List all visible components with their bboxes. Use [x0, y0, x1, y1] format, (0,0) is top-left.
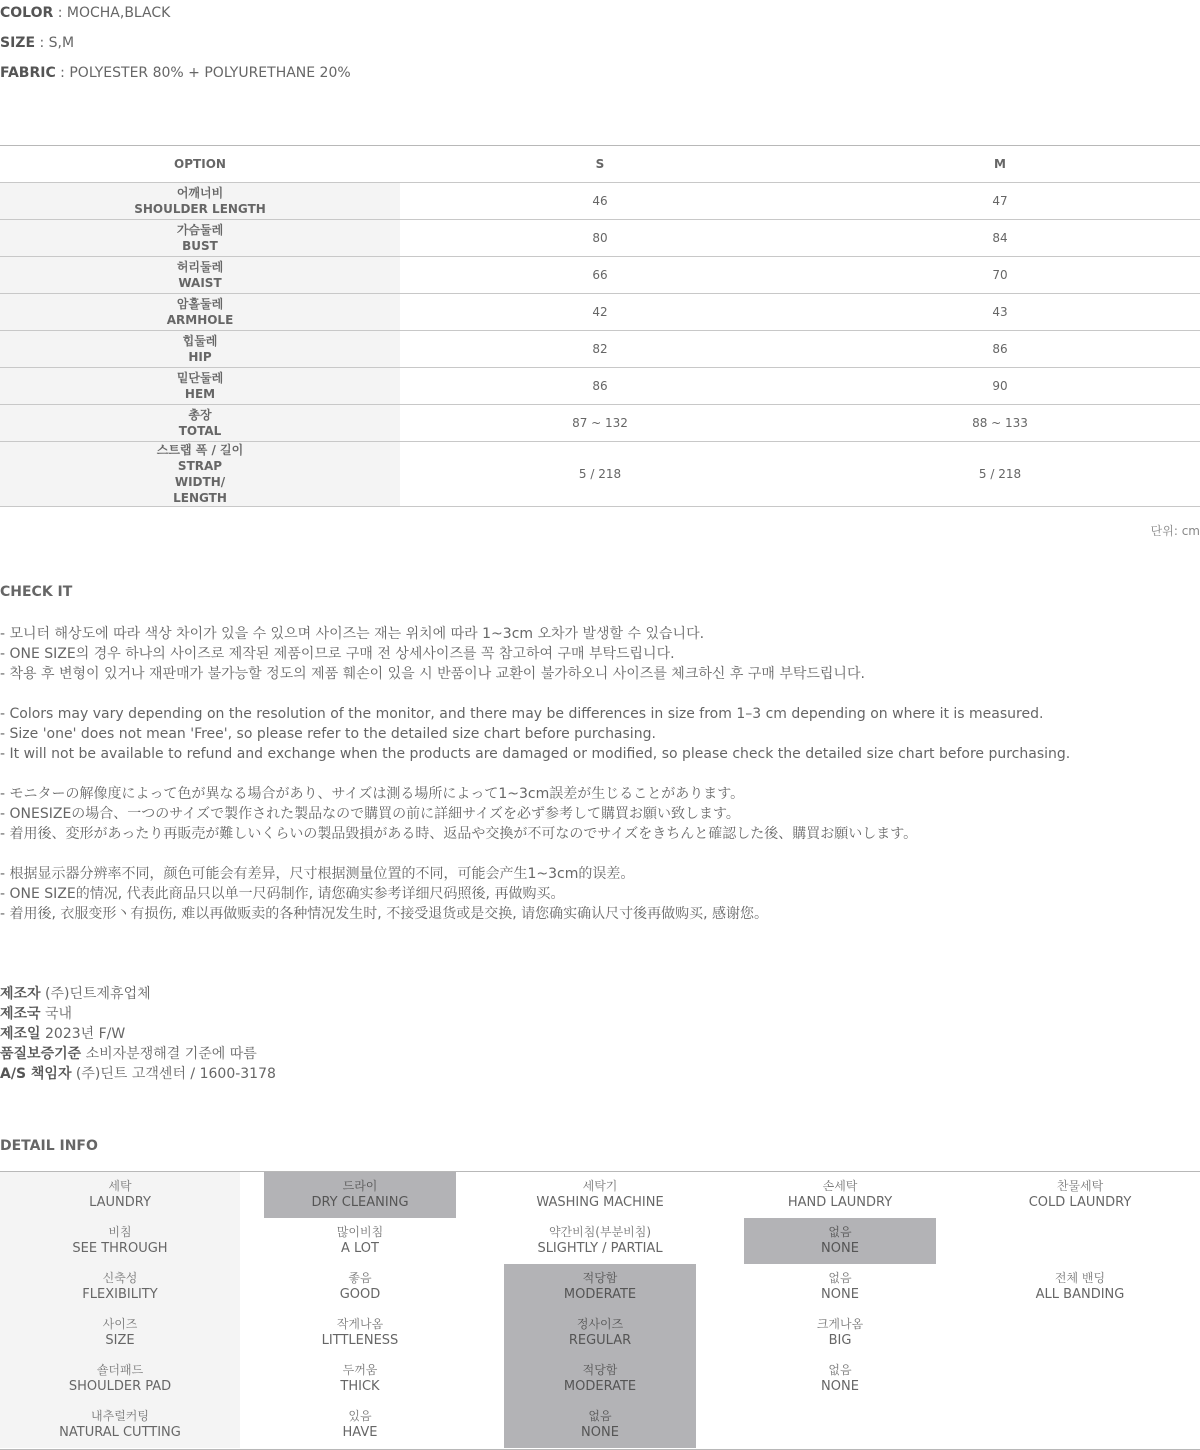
note-line: - 着用後, 衣服变形丶有损伤, 难以再做贩卖的各种情况发生时, 不接受退货或是交换, 请您确实确认尺寸後再做购买, 感谢您。 — [0, 906, 769, 922]
detail-option-en: COLD LAUNDRY — [1028, 1195, 1132, 1210]
row-label — [0, 183, 400, 220]
table-row — [0, 220, 1200, 257]
row-label-ko: 스트랩 폭 / 길이 — [156, 443, 244, 457]
detail-option-selected — [504, 1402, 696, 1448]
row-label-ko: 어깨너비 — [176, 186, 224, 200]
maker-line — [0, 1004, 276, 1024]
detail-option-ko: 크게나옴 — [816, 1317, 864, 1331]
check-it-title: CHECK IT — [0, 584, 73, 600]
table-row — [0, 405, 1200, 442]
detail-info-table — [0, 1171, 1200, 1450]
detail-row-label — [0, 1402, 240, 1448]
detail-option-en: NONE — [821, 1379, 859, 1394]
detail-option — [744, 1310, 936, 1356]
color-value: : MOCHA,BLACK — [53, 5, 171, 21]
row-label-en: LENGTH — [173, 491, 227, 505]
cell-s: 5 / 218 — [400, 442, 800, 507]
header-s: S — [400, 146, 800, 183]
detail-label-ko: 사이즈 — [102, 1317, 138, 1331]
detail-option-selected — [504, 1356, 696, 1402]
row-label-ko: 힙둘레 — [182, 334, 218, 348]
fabric-label: FABRIC — [0, 65, 56, 81]
detail-option — [984, 1356, 1176, 1402]
unit-note: 단위: cm — [1150, 524, 1200, 538]
note-line: - Size 'one' does not mean 'Free', so please refer to the detailed size chart before purchasing. — [0, 726, 656, 742]
detail-option-ko: 드라이 — [342, 1179, 378, 1193]
detail-row — [0, 1218, 1200, 1264]
table-row — [0, 183, 1200, 220]
row-label-en: BUST — [182, 239, 218, 253]
detail-row — [0, 1172, 1200, 1218]
cell-s: 87 ~ 132 — [400, 405, 800, 442]
detail-option-ko: 있음 — [348, 1409, 372, 1423]
detail-option-ko: 세탁기 — [582, 1179, 618, 1193]
row-label — [0, 331, 400, 368]
row-label-en: WIDTH/ — [174, 475, 226, 489]
detail-info-title: DETAIL INFO — [0, 1138, 98, 1154]
detail-option-ko: 적당함 — [582, 1271, 618, 1285]
table-row — [0, 294, 1200, 331]
detail-option — [744, 1402, 936, 1448]
fabric-value: : POLYESTER 80% + POLYURETHANE 20% — [55, 65, 351, 81]
detail-label-en: SEE THROUGH — [72, 1241, 168, 1256]
row-label-ko: 총장 — [188, 408, 212, 422]
detail-option-en: DRY CLEANING — [311, 1195, 409, 1210]
detail-row-label — [0, 1218, 240, 1264]
header-option: OPTION — [0, 146, 400, 183]
note-line: - 착용 후 변형이 있거나 재판매가 불가능할 정도의 제품 훼손이 있을 시 반품이나 교환이 불가하오니 사이즈를 체크하신 후 구매 부탁드립니다. — [0, 666, 865, 682]
detail-option — [264, 1218, 456, 1264]
detail-option-selected — [744, 1218, 936, 1264]
cell-s: 80 — [400, 220, 800, 257]
detail-option — [744, 1264, 936, 1310]
detail-option-ko: 찬물세탁 — [1056, 1179, 1104, 1193]
cell-s: 66 — [400, 257, 800, 294]
detail-option-ko: 작게나옴 — [336, 1317, 384, 1331]
row-label-en: ARMHOLE — [166, 313, 234, 327]
detail-option-en: MODERATE — [563, 1379, 637, 1394]
detail-option — [744, 1172, 936, 1218]
row-label-en: STRAP — [177, 459, 223, 473]
detail-option-en: BIG — [828, 1333, 852, 1348]
detail-option-ko: 전체 밴딩 — [1054, 1271, 1106, 1285]
header-m: M — [800, 146, 1200, 183]
row-label-en: HEM — [184, 387, 216, 401]
cell-m: 86 — [800, 331, 1200, 368]
detail-row-label — [0, 1172, 240, 1218]
detail-option-selected — [504, 1310, 696, 1356]
as-label: A/S 책임자 — [0, 1066, 72, 1082]
note-line: - Colors may vary depending on the resolution of the monitor, and there may be differences in size from 1–3 cm depending on where it is measured. — [0, 706, 1044, 722]
detail-option-ko: 두꺼움 — [342, 1363, 378, 1377]
detail-label-en: NATURAL CUTTING — [59, 1425, 181, 1440]
cell-m: 70 — [800, 257, 1200, 294]
cell-m: 88 ~ 133 — [800, 405, 1200, 442]
detail-label-en: SIZE — [105, 1333, 135, 1348]
manufacturer-value: (주)딘트제휴업체 — [40, 986, 151, 1002]
as-value: (주)딘트 고객센터 / 1600-3178 — [71, 1066, 276, 1082]
maker-line — [0, 1024, 276, 1044]
detail-option — [984, 1264, 1176, 1310]
date-label: 제조일 — [0, 1026, 41, 1042]
spec-color — [0, 5, 170, 21]
detail-option-ko: 없음 — [588, 1409, 612, 1423]
country-label: 제조국 — [0, 1006, 41, 1022]
detail-option — [504, 1172, 696, 1218]
detail-row — [0, 1310, 1200, 1356]
detail-option — [264, 1310, 456, 1356]
note-line: - It will not be available to refund and exchange when the products are damaged or modified, so please check the detailed size chart before purchasing. — [0, 746, 1071, 762]
detail-option — [504, 1218, 696, 1264]
detail-option-en: SLIGHTLY / PARTIAL — [537, 1241, 663, 1256]
cell-s: 42 — [400, 294, 800, 331]
note-line: - 着用後、変形があったり再販売が難しいくらいの製品毀損がある時、返品や交換が不可なのでサイズをきちんと確認した後、購買お願いします。 — [0, 826, 918, 842]
detail-option-en: A LOT — [341, 1241, 379, 1256]
warranty-value: 소비자분쟁해결 기준에 따름 — [81, 1046, 257, 1062]
row-label — [0, 257, 400, 294]
detail-option-selected — [264, 1172, 456, 1218]
row-label — [0, 220, 400, 257]
cell-s: 46 — [400, 183, 800, 220]
detail-option-en: NONE — [581, 1425, 619, 1440]
detail-option-en: HAND LAUNDRY — [787, 1195, 893, 1210]
detail-row — [0, 1356, 1200, 1402]
note-line: - 모니터 해상도에 따라 색상 차이가 있을 수 있으며 사이즈는 재는 위치에 따라 1~3cm 오차가 발생할 수 있습니다. — [0, 626, 705, 642]
row-label-ko: 암홀둘레 — [176, 297, 224, 311]
detail-label-en: SHOULDER PAD — [68, 1379, 172, 1394]
note-line: - ONE SIZE의 경우 하나의 사이즈로 제작된 제품이므로 구매 전 상세사이즈를 꼭 참고하여 구매 부탁드립니다. — [0, 646, 675, 662]
size-value: : S,M — [35, 35, 75, 51]
note-line: - モニターの解像度によって色が異なる場合があり、サイズは測る場所によって1~3cm誤差が生じることがあります。 — [0, 786, 745, 802]
check-it-notes — [0, 624, 1070, 924]
detail-option-en: THICK — [340, 1379, 380, 1394]
detail-option-en: REGULAR — [568, 1333, 632, 1348]
row-label — [0, 368, 400, 405]
maker-info — [0, 984, 276, 1084]
detail-row-label — [0, 1310, 240, 1356]
detail-row-label — [0, 1356, 240, 1402]
detail-option-en: ALL BANDING — [1035, 1287, 1125, 1302]
country-value: 국내 — [40, 1006, 73, 1022]
cell-m: 84 — [800, 220, 1200, 257]
detail-option-en: HAVE — [342, 1425, 378, 1440]
detail-option-en: MODERATE — [563, 1287, 637, 1302]
detail-option-ko: 좋음 — [348, 1271, 372, 1285]
table-row — [0, 368, 1200, 405]
detail-option-ko: 없음 — [828, 1271, 852, 1285]
date-value: 2023년 F/W — [40, 1026, 126, 1042]
row-label — [0, 442, 400, 507]
manufacturer-label: 제조자 — [0, 986, 41, 1002]
detail-label-ko: 세탁 — [108, 1179, 132, 1193]
detail-option-ko: 약간비침(부분비침) — [548, 1225, 652, 1239]
table-row — [0, 257, 1200, 294]
spec-size — [0, 35, 74, 51]
maker-line — [0, 1044, 276, 1064]
cell-m: 5 / 218 — [800, 442, 1200, 507]
row-label-ko: 가슴둘레 — [176, 223, 224, 237]
maker-line — [0, 1064, 276, 1084]
row-label-en: HIP — [188, 350, 212, 364]
row-label-ko: 밑단둘레 — [176, 371, 224, 385]
detail-option — [984, 1172, 1176, 1218]
detail-label-en: FLEXIBILITY — [82, 1287, 158, 1302]
detail-option — [984, 1310, 1176, 1356]
detail-option-ko: 정사이즈 — [576, 1317, 624, 1331]
detail-label-ko: 숄더패드 — [96, 1363, 144, 1377]
detail-label-ko: 신축성 — [102, 1271, 138, 1285]
detail-option-en: WASHING MACHINE — [536, 1195, 664, 1210]
size-label: SIZE — [0, 35, 36, 51]
detail-option — [984, 1402, 1176, 1448]
cell-m: 47 — [800, 183, 1200, 220]
cell-m: 43 — [800, 294, 1200, 331]
cell-s: 82 — [400, 331, 800, 368]
size-table-header — [0, 146, 1200, 183]
size-table — [0, 145, 1200, 507]
detail-option-ko: 적당함 — [582, 1363, 618, 1377]
detail-option — [984, 1218, 1176, 1264]
detail-option-ko: 많이비침 — [336, 1225, 384, 1239]
detail-option-en: GOOD — [339, 1287, 381, 1302]
row-label-en: SHOULDER LENGTH — [134, 202, 266, 216]
detail-option — [744, 1356, 936, 1402]
detail-row — [0, 1402, 1200, 1448]
note-line: - ONESIZEの場合、一つのサイズで製作された製品なので購買の前に詳細サイズを必ず参考して購買お願い致します。 — [0, 806, 740, 822]
detail-option-en: LITTLENESS — [321, 1333, 399, 1348]
detail-row-label — [0, 1264, 240, 1310]
detail-option-en: NONE — [821, 1241, 859, 1256]
cell-s: 86 — [400, 368, 800, 405]
detail-row — [0, 1264, 1200, 1310]
spec-fabric — [0, 65, 351, 81]
detail-label-ko: 비침 — [108, 1225, 132, 1239]
note-line: - ONE SIZE的情况, 代表此商品只以单一尺码制作, 请您确实参考详细尺码照後, 再做购买。 — [0, 886, 565, 902]
detail-label-en: LAUNDRY — [89, 1195, 151, 1210]
color-label: COLOR — [0, 5, 54, 21]
row-label — [0, 405, 400, 442]
detail-option-ko: 없음 — [828, 1225, 852, 1239]
maker-line — [0, 984, 276, 1004]
detail-option — [264, 1402, 456, 1448]
detail-option-ko: 없음 — [828, 1363, 852, 1377]
note-line: - 根据显示器分辨率不同，颜色可能会有差异，尺寸根据测量位置的不同，可能会产生1~3cm的误差。 — [0, 866, 635, 882]
detail-label-ko: 내추럴커팅 — [91, 1409, 149, 1423]
row-label — [0, 294, 400, 331]
cell-m: 90 — [800, 368, 1200, 405]
table-row — [0, 331, 1200, 368]
table-row — [0, 442, 1200, 507]
detail-option-selected — [504, 1264, 696, 1310]
detail-option — [264, 1264, 456, 1310]
row-label-en: WAIST — [178, 276, 222, 290]
detail-option — [264, 1356, 456, 1402]
detail-option-en: NONE — [821, 1287, 859, 1302]
warranty-label: 품질보증기준 — [0, 1046, 82, 1062]
detail-option-ko: 손세탁 — [822, 1179, 858, 1193]
row-label-en: TOTAL — [178, 424, 222, 438]
row-label-ko: 허리둘레 — [176, 260, 224, 274]
